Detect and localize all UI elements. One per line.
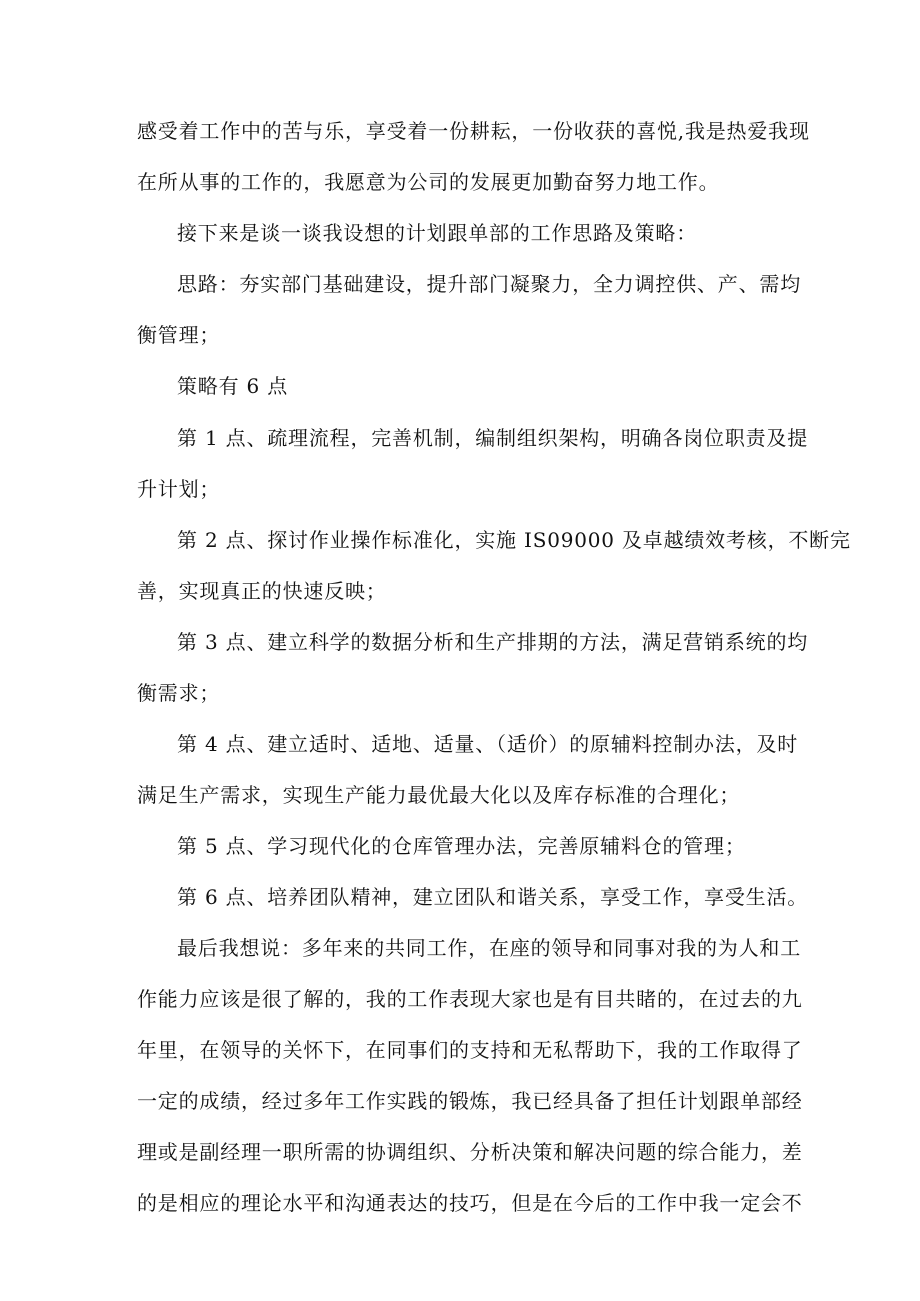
paragraph-line: 第 4 点、建立适时、适地、适量、（适价）的原辅料控制办法，及时: [177, 732, 799, 756]
paragraph-line: 第 6 点、培养团队精神，建立团队和谐关系，享受工作，享受生活。: [177, 885, 809, 909]
text-line: 善，实现真正的快速反映；: [137, 579, 387, 603]
text-line: 感受着工作中的苦与乐，享受着一份耕耘，一份收获的喜悦,我是热爱我现: [137, 119, 810, 143]
text-line: 年里，在领导的关怀下，在同事们的支持和无私帮助下，我的工作取得了: [137, 1038, 803, 1062]
text-line: 理或是副经理一职所需的协调组织、分析决策和解决问题的综合能力，差: [137, 1140, 803, 1164]
paragraph-line: 第 2 点、探讨作业操作标准化，实施 IS09000 及卓越绩效考核，不断完: [177, 528, 851, 552]
text-line: 一定的成绩，经过多年工作实践的锻炼，我已经具备了担任计划跟单部经: [137, 1089, 803, 1113]
text-line: 衡管理；: [137, 323, 221, 347]
paragraph-line: 策略有 6 点: [177, 374, 289, 398]
paragraph-line: 思路：夯实部门基础建设，提升部门凝聚力，全力调控供、产、需均: [177, 272, 801, 296]
text-line: 在所从事的工作的，我愿意为公司的发展更加勤奋努力地工作。: [137, 170, 720, 194]
paragraph-line: 最后我想说：多年来的共同工作，在座的领导和同事对我的为人和工: [177, 936, 801, 960]
paragraph-line: 第 5 点、学习现代化的仓库管理办法，完善原辅料仓的管理；: [177, 834, 746, 858]
text-line: 的是相应的理论水平和沟通表达的技巧，但是在今后的工作中我一定会不: [137, 1191, 803, 1215]
text-line: 升计划；: [137, 477, 221, 501]
paragraph-line: 接下来是谈一谈我设想的计划跟单部的工作思路及策略：: [177, 221, 697, 245]
text-line: 满足生产需求，实现生产能力最优最大化以及库存标准的合理化；: [137, 783, 741, 807]
paragraph-line: 第 3 点、建立科学的数据分析和生产排期的方法，满足营销系统的均: [177, 630, 809, 654]
text-line: 衡需求；: [137, 681, 221, 705]
text-line: 作能力应该是很了解的，我的工作表现大家也是有目共睹的，在过去的九: [137, 987, 803, 1011]
paragraph-line: 第 1 点、疏理流程，完善机制，编制组织架构，明确各岗位职责及提: [177, 426, 809, 450]
